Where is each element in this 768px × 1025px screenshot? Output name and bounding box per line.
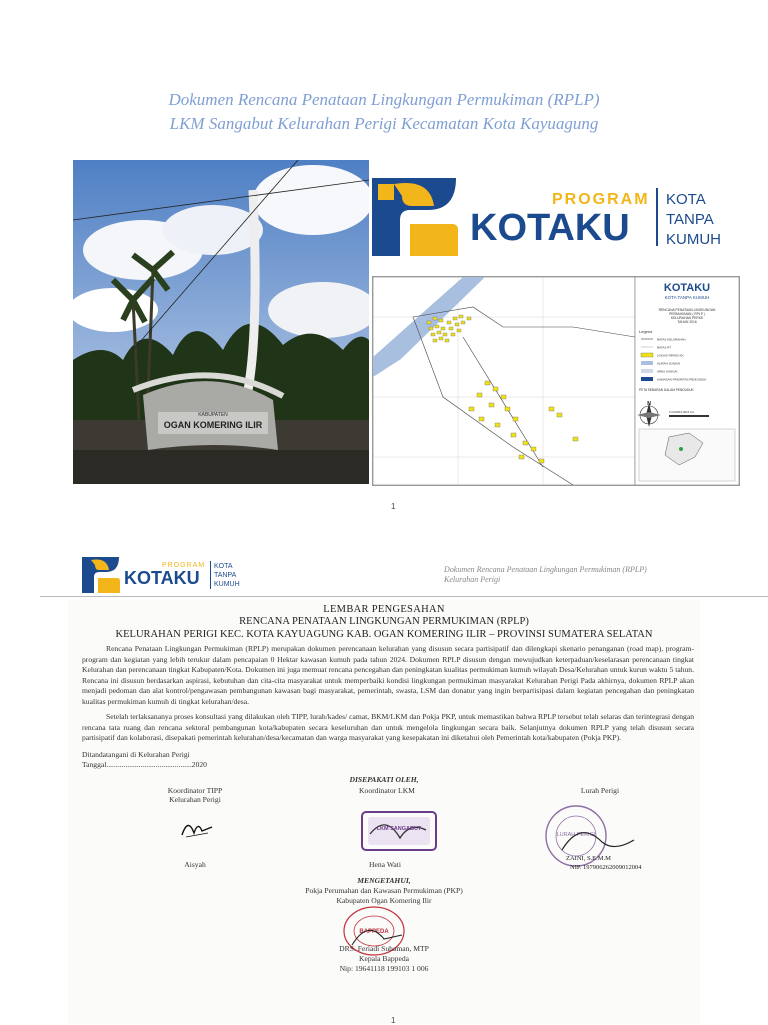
kotaku-emblem-icon [372, 178, 458, 256]
inset-map [639, 429, 735, 481]
map-legend-item: KAWASAN PRIORITAS PENDUDUK [657, 377, 707, 382]
sig-lurah-name: ZAINI, S.E.M.M [566, 855, 611, 862]
stamp-lkm-text: LKM SANGABUT [376, 826, 422, 832]
sheet-page-number: 1 [391, 1016, 396, 1025]
header-doc-title [444, 565, 647, 585]
header-logo-tag-kota: KOTA [214, 563, 233, 570]
sig-lkm-role: Koordinator LKM [359, 786, 415, 795]
sheet-known-by: MENGETAHUI, [357, 876, 411, 885]
sheet-pokja-role: Kepala Bappeda [359, 954, 409, 963]
sheet-pokja1: Pokja Perumahan dan Kawasan Permukiman (PKP) [305, 886, 463, 895]
map-peta-label: PETA SEBARAN DALAM PENDUDUK [639, 388, 694, 392]
kotaku-logo-large [372, 170, 740, 262]
map-legend-item: ALIRAN SUNGAI [657, 361, 681, 366]
logo-tag-kumuh: KUMUH [666, 231, 721, 248]
cover-photo-gate [73, 160, 369, 484]
sig-tipp-role1: Koordinator TIPP [167, 786, 223, 795]
cover-page-number: 1 [391, 502, 396, 511]
kotaku-logo-header [80, 553, 255, 595]
stamp-bappeda-text: BAPPEDA [359, 929, 389, 935]
header-doc-line2: Kelurahan Perigi [444, 575, 501, 584]
map-legend-title: Legend [639, 329, 653, 334]
map-legend-item: AREA SUNGAI [657, 369, 678, 374]
cover-map [372, 276, 740, 486]
header-divider [40, 596, 768, 597]
sheet-agreed-by: DISEPAKATI OLEH, [349, 775, 419, 784]
map-doc-line4: TAHUN 2016 [677, 320, 697, 324]
sig-lurah-role: Lurah Perigi [580, 786, 620, 795]
gate-text-name: OGAN KOMERING ILIR [163, 420, 263, 430]
sheet-subtitle2: KELURAHAN PERIGI KEC. KOTA KAYUAGUNG KAB. OGAN KOMERING ILIR – PROVINSI SUMATERA SELATAN [115, 629, 653, 640]
cover-title-line1: Dokumen Rencana Penataan Lingkungan Permukiman (RPLP) [168, 90, 600, 109]
gate-text-kabupaten: KABUPATEN [198, 412, 228, 418]
stamp-lkm [360, 808, 438, 854]
logo-program-text: PROGRAM [552, 191, 650, 208]
header-doc-line1: Dokumen Rencana Penataan Lingkungan Permukiman (RPLP) [444, 565, 647, 574]
header-logo-kotaku: KOTAKU [124, 568, 200, 588]
map-legend-item: LOKASI PERIGI KK [657, 353, 684, 358]
signature-tipp [178, 815, 218, 841]
logo-tag-tanpa: TANPA [666, 211, 714, 228]
cover-title-line2: LKM Sangabut Kelurahan Perigi Kecamatan Kota Kayuagung [169, 114, 599, 133]
sheet-pokja-name: DRS. Feriadi Suhaman, MTP [339, 944, 429, 953]
map-logo-sub: KOTA TANPA KUMUH [664, 295, 710, 300]
sheet-date-line: Tanggal.............................................2020 [82, 760, 207, 769]
map-legend-item: BATAS KELURAHAN [657, 337, 686, 342]
sheet-pokja-nip: Nip: 19641118 199103 1 006 [339, 964, 429, 973]
header-logo-tag-kumuh: KUMUH [214, 581, 240, 588]
sig-lkm-name: Hena Wati [369, 860, 401, 869]
map-doc-line1: RENCANA PENATAAN LINGKUNGAN [658, 308, 716, 312]
sig-tipp-role2: Kelurahan Perigi [169, 795, 221, 804]
map-doc-line2: PERMUKIMAN ( RPLP ) [669, 312, 705, 316]
sig-lurah-nip: NIP. 197906262009012004 [570, 864, 642, 871]
logo-tag-kota: KOTA [666, 191, 706, 208]
sheet-pokja2: Kabupaten Ogan Komering Ilir [336, 896, 432, 905]
sheet-paragraph1: Rencana Penataan Lingkungan Permukiman (RPLP) merupakan dokumen perencanaan kelurahan yang disusun secara partisipatif dan dilengkapi skenario penanganan (road map), program-program dan kegiatan yang lebih terukur dalam pencapaian 0 Hektar kawasan kumuh pada tahun 2024. Dokumen RPLP disusun dengan mewujudkan keterpaduan/keselarasan perencanaan tingkat Kelurahan dan perencanaan tingkat Kabupaten/Kota. Dokumen ini juga memuat rencana pencegahan dan peningkatan kualitas permukiman kumuh wilayah Desa/Kelurahan untuk kurun waktu 5 tahun. Rencana ini disusun berdasarkan aspirasi, kebutuhan dan cita-cita masyarakat untuk memperbaiki kondisi lingkungan permukiman masyarakat Kelurahan Perigi Pada akhirnya, dokumen RPLP akan menjadi pedoman dan alat kontrol/pengawasan pembangunan kawasan bagi masyarakat, pemerintah, swasta, LSM dan donatur yang ingin berpartisipasi dalam kegiatan pencegahan dan peningkatan kualitas permukiman kumuh di tingkat kelurahan/desa. [82, 644, 694, 706]
sheet-subtitle1: RENCANA PENATAAN LINGKUNGAN PERMUKIMAN (RPLP) [239, 616, 529, 627]
sheet-title: LEMBAR PENGESAHAN [323, 604, 445, 615]
map-scale: 0 0,0008 0,0015 Km [669, 410, 695, 414]
map-legend-item: BATAS RT [657, 345, 672, 350]
kotaku-emblem-icon [82, 557, 120, 593]
sheet-paragraph2: Setelah terlaksananya proses konsultasi yang dilakukan oleh TIPP, lurah/kades/ camat, BKM/LKM dan Pokja PKP, untuk memastikan bahwa RPLP tersebut telah selaras dan terintegrasi dengan rencana tata ruang dan rencana sektoral pembangunan kota/kabupaten secara keseluruhan dan untuk mengelola lingkungan secara baik. Selanjutnya dokumen RPLP yang telah disusun secara partisipatif dan kolaborasi, disepakati pemerintah kelurahan/desa/kecamatan dan warga masyarakat yang kesepakatan ini diketahui oleh Pemerintah kota/kabupaten (Pokja PKP). [82, 712, 694, 743]
sig-tipp-name: Aisyah [184, 860, 206, 869]
map-north-label: N [647, 401, 651, 407]
sheet-signed-at: Ditandatangani di Kelurahan Perigi [82, 750, 190, 759]
header-logo-tag-tanpa: TANPA [214, 572, 237, 579]
logo-kotaku-text: KOTAKU [470, 207, 630, 249]
stamp-lurah-text: LURAH PERIGI [556, 832, 596, 838]
map-doc-line3: KELURAHAN PERIGI [670, 316, 704, 320]
map-logo-name: KOTAKU [663, 282, 711, 294]
header-logo-program: PROGRAM [162, 562, 206, 569]
